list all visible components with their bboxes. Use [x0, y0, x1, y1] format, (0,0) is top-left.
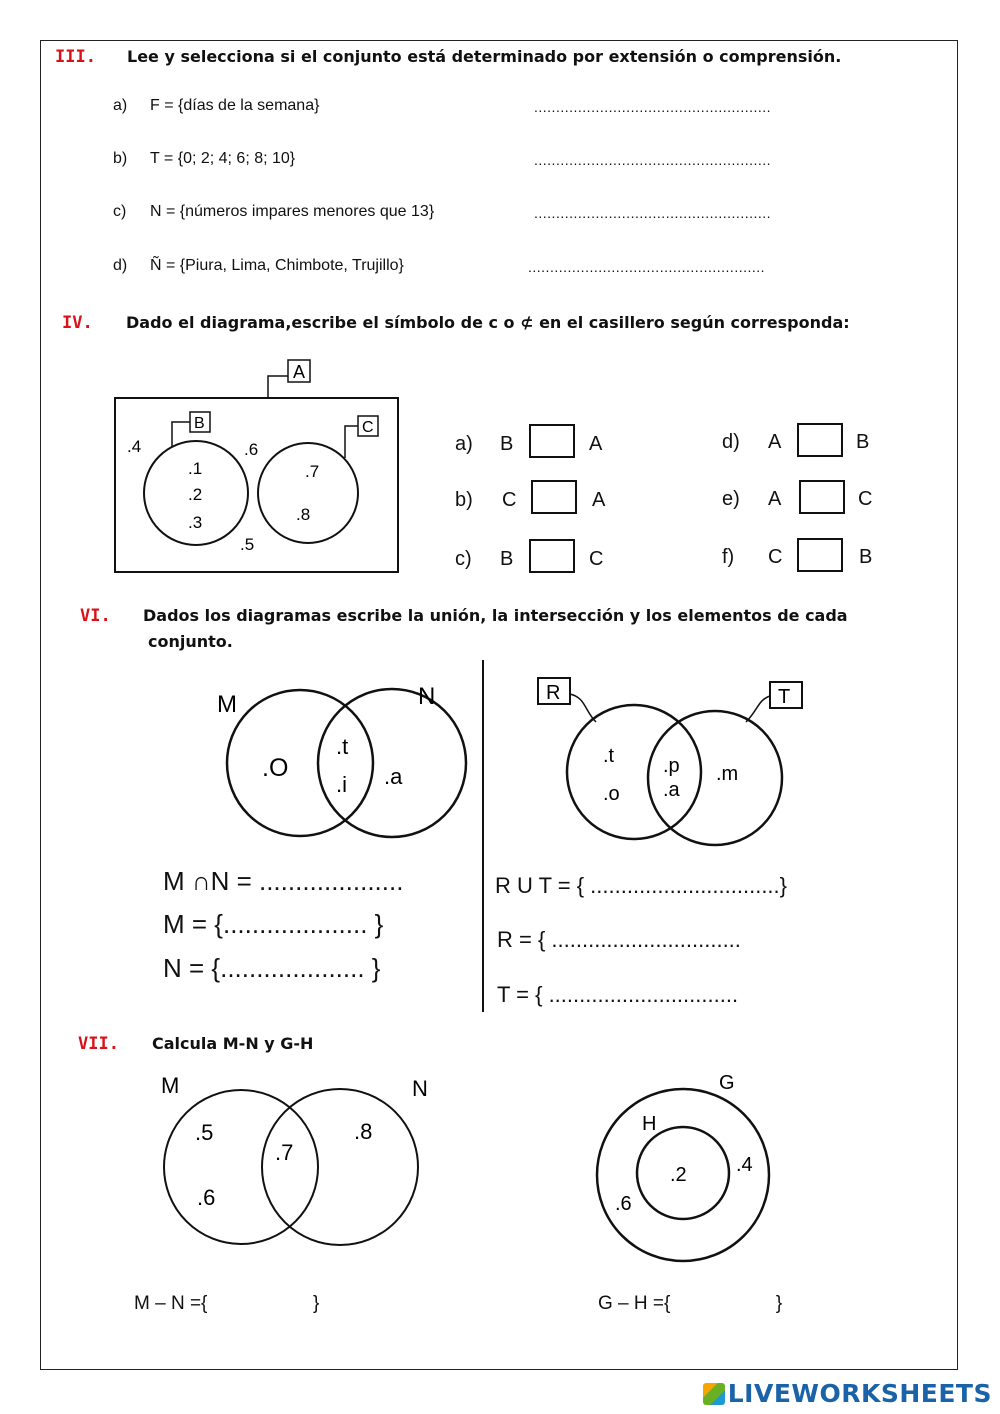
set-t-equation[interactable]: T = { ...............................: [497, 982, 739, 1007]
element: .t: [336, 734, 349, 759]
liveworksheets-logo[interactable]: [703, 1379, 992, 1408]
set-n-label: N: [418, 683, 436, 710]
element: .t: [603, 745, 615, 767]
option-right: B: [859, 546, 873, 568]
section-6-title-cont: conjunto.: [148, 632, 233, 651]
element: .6: [197, 1185, 216, 1210]
option-left: C: [768, 546, 783, 568]
g-minus-h-equation[interactable]: G – H ={ }: [598, 1293, 783, 1314]
set-t-circle: [648, 711, 782, 845]
venn-diagram-rt: [530, 670, 820, 850]
answer-box-f[interactable]: [797, 538, 843, 572]
set-g-label: G: [719, 1072, 735, 1094]
set-r-circle: [567, 705, 701, 839]
logo-icon: [703, 1383, 725, 1405]
set-h-label: H: [642, 1113, 657, 1135]
element: .p: [663, 755, 680, 777]
item-text: F = {días de la semana}: [150, 97, 320, 114]
set-n-equation[interactable]: N = {.................... }: [163, 953, 381, 983]
item-text: N = {números impares menores que 13}: [150, 203, 435, 220]
section-7-title: Calcula M-N y G-H: [152, 1034, 314, 1053]
answer-box-d[interactable]: [797, 423, 843, 457]
element: .2: [188, 485, 203, 504]
element: .4: [127, 437, 142, 456]
set-n-label: N: [412, 1076, 428, 1101]
element: .6: [615, 1193, 632, 1215]
answer-line[interactable]: ......................................................: [528, 259, 766, 275]
item-label: a): [113, 97, 128, 114]
venn-diagram-mn: [200, 670, 470, 840]
answer-box-b[interactable]: [531, 480, 577, 514]
element: .3: [188, 513, 203, 532]
item-text: T = {0; 2; 4; 6; 8; 10}: [150, 150, 296, 167]
option-left: A: [768, 431, 782, 453]
option-right: C: [589, 548, 604, 570]
element: .m: [716, 763, 739, 785]
section-3-number: III.: [55, 47, 96, 67]
venn-diagram-gh: [590, 1065, 780, 1275]
element: .8: [354, 1119, 373, 1144]
union-equation[interactable]: R U T = { ...............................}: [495, 873, 788, 898]
set-m-label: M: [217, 691, 237, 718]
answer-box-e[interactable]: [799, 480, 845, 514]
option-label: a): [455, 433, 473, 455]
set-m-equation[interactable]: M = {.................... }: [163, 909, 384, 939]
answer-box-c[interactable]: [529, 539, 575, 573]
set-m-circle: [227, 690, 373, 836]
answer-line[interactable]: ......................................................: [534, 99, 772, 115]
element: .6: [244, 440, 259, 459]
answer-line[interactable]: ......................................................: [534, 205, 772, 221]
option-label: d): [722, 431, 740, 453]
option-left: A: [768, 488, 782, 510]
set-m-circle: [164, 1090, 318, 1244]
answer-box-a[interactable]: [529, 424, 575, 458]
element: .a: [384, 764, 403, 789]
item-text: Ñ = {Piura, Lima, Chimbote, Trujillo}: [150, 257, 404, 274]
element: .7: [275, 1140, 294, 1165]
universe-rect: [115, 398, 398, 572]
logo-text: LIVEWORKSHEETS: [727, 1379, 992, 1408]
set-r-label: R: [546, 682, 561, 704]
set-r-equation[interactable]: R = { ...............................: [497, 927, 741, 952]
element: .7: [305, 462, 320, 481]
element: .O: [262, 754, 289, 782]
set-c-circle: [258, 443, 358, 543]
element: .8: [296, 505, 311, 524]
element: .a: [663, 779, 680, 801]
section-3-title: Lee y selecciona si el conjunto está determinado por extensión o comprensión.: [127, 47, 842, 66]
option-label: b): [455, 489, 473, 511]
option-label: f): [722, 546, 735, 568]
option-left: B: [500, 548, 514, 570]
set-c-label: C: [362, 419, 374, 436]
option-label: e): [722, 488, 740, 510]
section-4-number: IV.: [62, 313, 93, 333]
item-label: d): [113, 257, 128, 274]
option-left: B: [500, 433, 514, 455]
section-6-title: Dados los diagramas escribe la unión, la intersección y los elementos de cada: [143, 606, 848, 625]
element: .1: [188, 459, 203, 478]
set-n-circle: [262, 1089, 418, 1245]
divider: [482, 660, 484, 1012]
set-t-label: T: [778, 686, 791, 708]
set-b-label: B: [194, 415, 205, 432]
section-4-title: Dado el diagrama,escribe el símbolo de c o ⊄ en el casillero según corresponda:: [126, 313, 850, 332]
option-right: A: [589, 433, 603, 455]
m-minus-n-equation[interactable]: M – N ={ }: [134, 1293, 320, 1314]
option-right: C: [858, 488, 873, 510]
item-label: b): [113, 150, 128, 167]
intersection-equation[interactable]: M ∩N = ....................: [163, 866, 404, 896]
section-7-number: VII.: [78, 1034, 119, 1054]
venn-diagram-abc: [100, 350, 420, 590]
venn-diagram-mn-difference: [150, 1065, 440, 1275]
element: .4: [736, 1154, 753, 1176]
set-n-circle: [318, 689, 466, 837]
section-6-number: VI.: [80, 606, 111, 626]
answer-line[interactable]: ......................................................: [534, 152, 772, 168]
element: .o: [603, 783, 620, 805]
option-left: C: [502, 489, 517, 511]
element: .5: [240, 535, 255, 554]
element: .i: [336, 772, 347, 797]
option-label: c): [455, 548, 472, 570]
option-right: B: [856, 431, 870, 453]
item-label: c): [113, 203, 127, 220]
option-right: A: [592, 489, 606, 511]
element: .2: [670, 1164, 687, 1186]
set-m-label: M: [161, 1073, 180, 1098]
element: .5: [195, 1120, 214, 1145]
set-a-label: A: [293, 362, 306, 382]
